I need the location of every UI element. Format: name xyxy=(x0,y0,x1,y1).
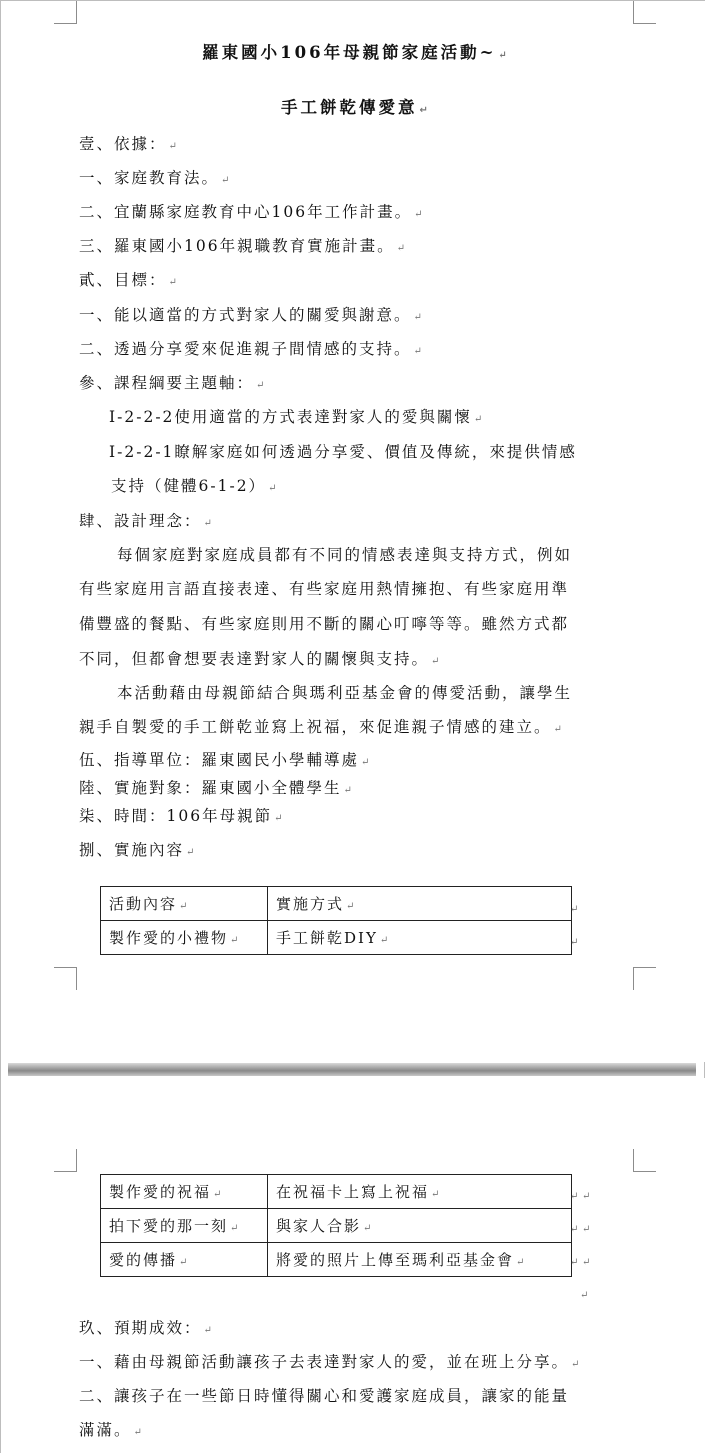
curriculum-line: I-2-2-1瞭解家庭如何透過分享愛、價值及傳統，來提供情感 xyxy=(109,443,577,461)
row-end-mark: ↵ xyxy=(582,1224,591,1235)
table-cell: 將愛的照片上傳至瑪利亞基金會 ↵ xyxy=(268,1243,572,1277)
list-item: 一、能以適當的方式對家人的關愛與謝意。 ↵ xyxy=(79,306,422,324)
crop-mark xyxy=(633,1149,656,1172)
paragraph-line: 有些家庭用言語直接表達、有些家庭用熱情擁抱、有些家庭用準 xyxy=(79,580,570,598)
paragraph-line: 親手自製愛的手工餅乾並寫上祝福，來促進親子情感的建立。 ↵ xyxy=(79,718,562,736)
section-line: 陸、實施對象：羅東國小全體學生 ↵ xyxy=(79,779,352,797)
page-break-gap xyxy=(8,1063,696,1076)
crop-mark xyxy=(54,967,77,990)
section-heading: 肆、設計理念： ↵ xyxy=(79,512,212,530)
table-cell: 活動內容 ↵ xyxy=(101,887,268,921)
section-heading: 壹、依據： ↵ xyxy=(79,135,177,153)
crop-mark xyxy=(633,1,656,24)
row-end-mark: ↵ xyxy=(570,1257,579,1268)
document-subtitle: 手工餅乾傳愛意 ↵ xyxy=(281,98,428,117)
paragraph-line: 本活動藉由母親節結合與瑪利亞基金會的傳愛活動，讓學生 xyxy=(117,684,573,702)
curriculum-line: I-2-2-2使用適當的方式表達對家人的愛與關懷 ↵ xyxy=(109,408,483,426)
crop-mark xyxy=(54,1149,77,1172)
table-cell: 拍下愛的那一刻 ↵ xyxy=(101,1209,268,1243)
document-title: 羅東國小106年母親節家庭活動~ ↵ xyxy=(202,43,507,62)
table-cell: 製作愛的小禮物 ↵ xyxy=(101,921,268,955)
table-cell: 愛的傳播 ↵ xyxy=(101,1243,268,1277)
row-end-mark: ↵ xyxy=(570,937,579,948)
section-line: 柒、時間：106年母親節 ↵ xyxy=(79,807,283,825)
table-row xyxy=(101,1243,572,1277)
paragraph-line: 備豐盛的餐點、有些家庭則用不斷的關心叮嚀等等。雖然方式都 xyxy=(79,615,570,633)
row-end-mark: ↵ xyxy=(570,1191,579,1202)
section-heading: 捌、實施內容 ↵ xyxy=(79,841,195,859)
table-cell: 實施方式 ↵ xyxy=(268,887,572,921)
table-row xyxy=(101,887,572,921)
table-cell: 製作愛的祝福 ↵ xyxy=(101,1175,268,1209)
list-item: 二、讓孩子在一些節日時懂得關心和愛護家庭成員，讓家的能量 xyxy=(79,1387,570,1405)
section-heading: 玖、預期成效： ↵ xyxy=(79,1319,212,1337)
table-row xyxy=(101,921,572,955)
row-end-mark: ↵ xyxy=(582,1191,591,1202)
activity-table-continued xyxy=(100,1174,572,1277)
row-end-mark: ↵ xyxy=(570,1224,579,1235)
list-item: 二、透過分享愛來促進親子間情感的支持。 ↵ xyxy=(79,340,422,358)
section-heading: 貳、目標： ↵ xyxy=(79,271,177,289)
table-cell: 手工餅乾DIY ↵ xyxy=(268,921,572,955)
list-item: 一、藉由母親節活動讓孩子去表達對家人的愛，並在班上分享。 ↵ xyxy=(79,1353,580,1371)
page-2 xyxy=(1,1078,706,1453)
crop-mark xyxy=(54,1,77,24)
page-1 xyxy=(1,1,706,1062)
paragraph-line: 不同，但都會想要表達對家人的關懷與支持。 ↵ xyxy=(79,650,440,668)
crop-mark xyxy=(633,967,656,990)
section-line: 伍、指導單位：羅東國民小學輔導處 ↵ xyxy=(79,751,370,769)
list-item: 三、羅東國小106年親職教育實施計畫。 ↵ xyxy=(79,237,405,255)
row-end-mark: ↵ xyxy=(582,1257,591,1268)
table-row xyxy=(101,1175,572,1209)
activity-table xyxy=(100,886,572,955)
empty-paragraph-mark: ↵ xyxy=(580,1290,589,1301)
paragraph-line: 每個家庭對家庭成員都有不同的情感表達與支持方式，例如 xyxy=(117,546,573,564)
curriculum-line: 支持（健體6-1-2） ↵ xyxy=(111,477,277,495)
list-item: 滿滿。 ↵ xyxy=(79,1421,142,1439)
list-item: 二、宜蘭縣家庭教育中心106年工作計畫。 ↵ xyxy=(79,203,423,221)
list-item: 一、家庭教育法。 ↵ xyxy=(79,169,230,187)
table-cell: 在祝福卡上寫上祝福 ↵ xyxy=(268,1175,572,1209)
table-row xyxy=(101,1209,572,1243)
table-cell: 與家人合影 ↵ xyxy=(268,1209,572,1243)
section-heading: 參、課程綱要主題軸： ↵ xyxy=(79,374,265,392)
row-end-mark: ↵ xyxy=(570,904,579,915)
